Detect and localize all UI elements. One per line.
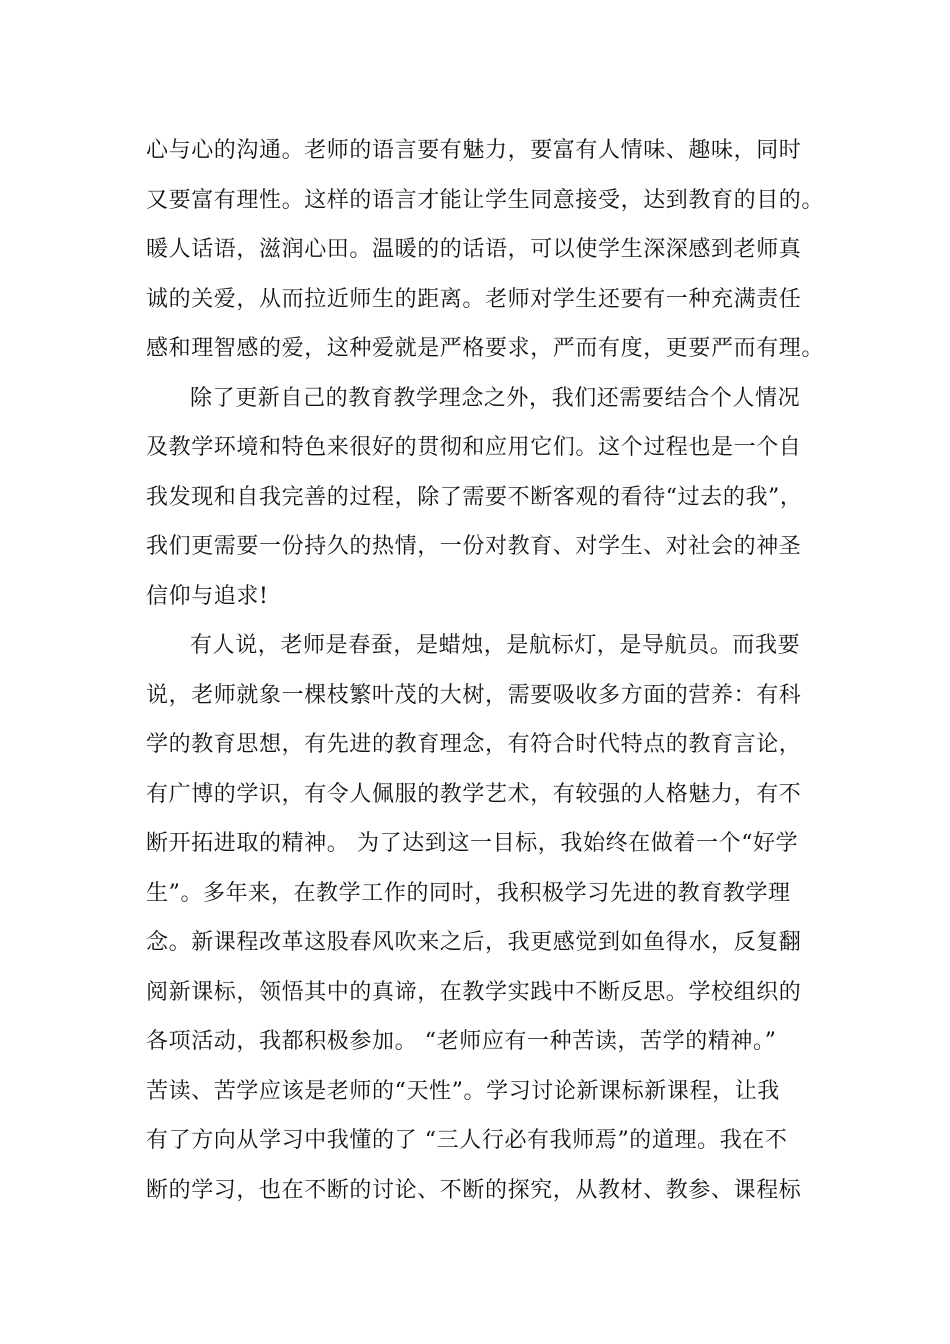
- text-line: 断的学习，也在不断的讨论、不断的探究，从教材、教参、课程标: [146, 1178, 802, 1203]
- text-line: 及教学环境和特色来很好的贯彻和应用它们。这个过程也是一个自: [146, 435, 802, 460]
- text-line: 心与心的沟通。老师的语言要有魅力，要富有人情味、趣味，同时: [146, 138, 802, 163]
- text-line: 有广博的学识，有令人佩服的教学艺术，有较强的人格魅力，有不: [146, 782, 802, 807]
- text-line: 各项活动，我都积极参加。 “老师应有一种苦读，苦学的精神。”: [146, 1029, 777, 1054]
- text-line: 断开拓进取的精神。 为了达到这一目标，我始终在做着一个“好学: [146, 831, 799, 856]
- text-line: 除了更新自己的教育教学理念之外，我们还需要结合个人情况: [190, 386, 801, 411]
- text-line: 生”。多年来，在教学工作的同时，我积极学习先进的教育教学理: [146, 881, 791, 906]
- text-line: 有人说，老师是春蚕，是蜡烛，是航标灯，是导航员。而我要: [190, 633, 801, 658]
- text-line: 我们更需要一份持久的热情，一份对教育、对学生、对社会的神圣: [146, 534, 802, 559]
- text-line: 又要富有理性。这样的语言才能让学生同意接受，达到教育的目的。: [146, 188, 825, 213]
- text-line: 信仰与追求!: [146, 584, 269, 609]
- text-line: 我发现和自我完善的过程，除了需要不断客观的看待“过去的我”，: [146, 485, 803, 510]
- text-line: 学的教育思想，有先进的教育理念，有符合时代特点的教育言论，: [146, 732, 802, 757]
- text-line: 感和理智感的爱，这种爱就是严格要求，严而有度，更要严而有理。: [146, 336, 825, 361]
- text-line: 诚的关爱，从而拉近师生的距离。老师对学生还要有一种充满责任: [146, 287, 802, 312]
- text-line: 念。新课程改革这股春风吹来之后，我更感觉到如鱼得水，反复翻: [146, 930, 802, 955]
- text-line: 苦读、苦学应该是老师的“天性”。学习讨论新课标新课程，让我: [146, 1079, 780, 1104]
- text-line: 阅新课标，领悟其中的真谛，在教学实践中不断反思。学校组织的: [146, 980, 802, 1005]
- text-line: 暖人话语，滋润心田。温暖的的话语，可以使学生深深感到老师真: [146, 237, 802, 262]
- text-line: 有了方向从学习中我懂的了 “三人行必有我师焉”的道理。我在不: [146, 1128, 788, 1153]
- text-line: 说，老师就象一棵枝繁叶茂的大树，需要吸收多方面的营养：有科: [146, 683, 802, 708]
